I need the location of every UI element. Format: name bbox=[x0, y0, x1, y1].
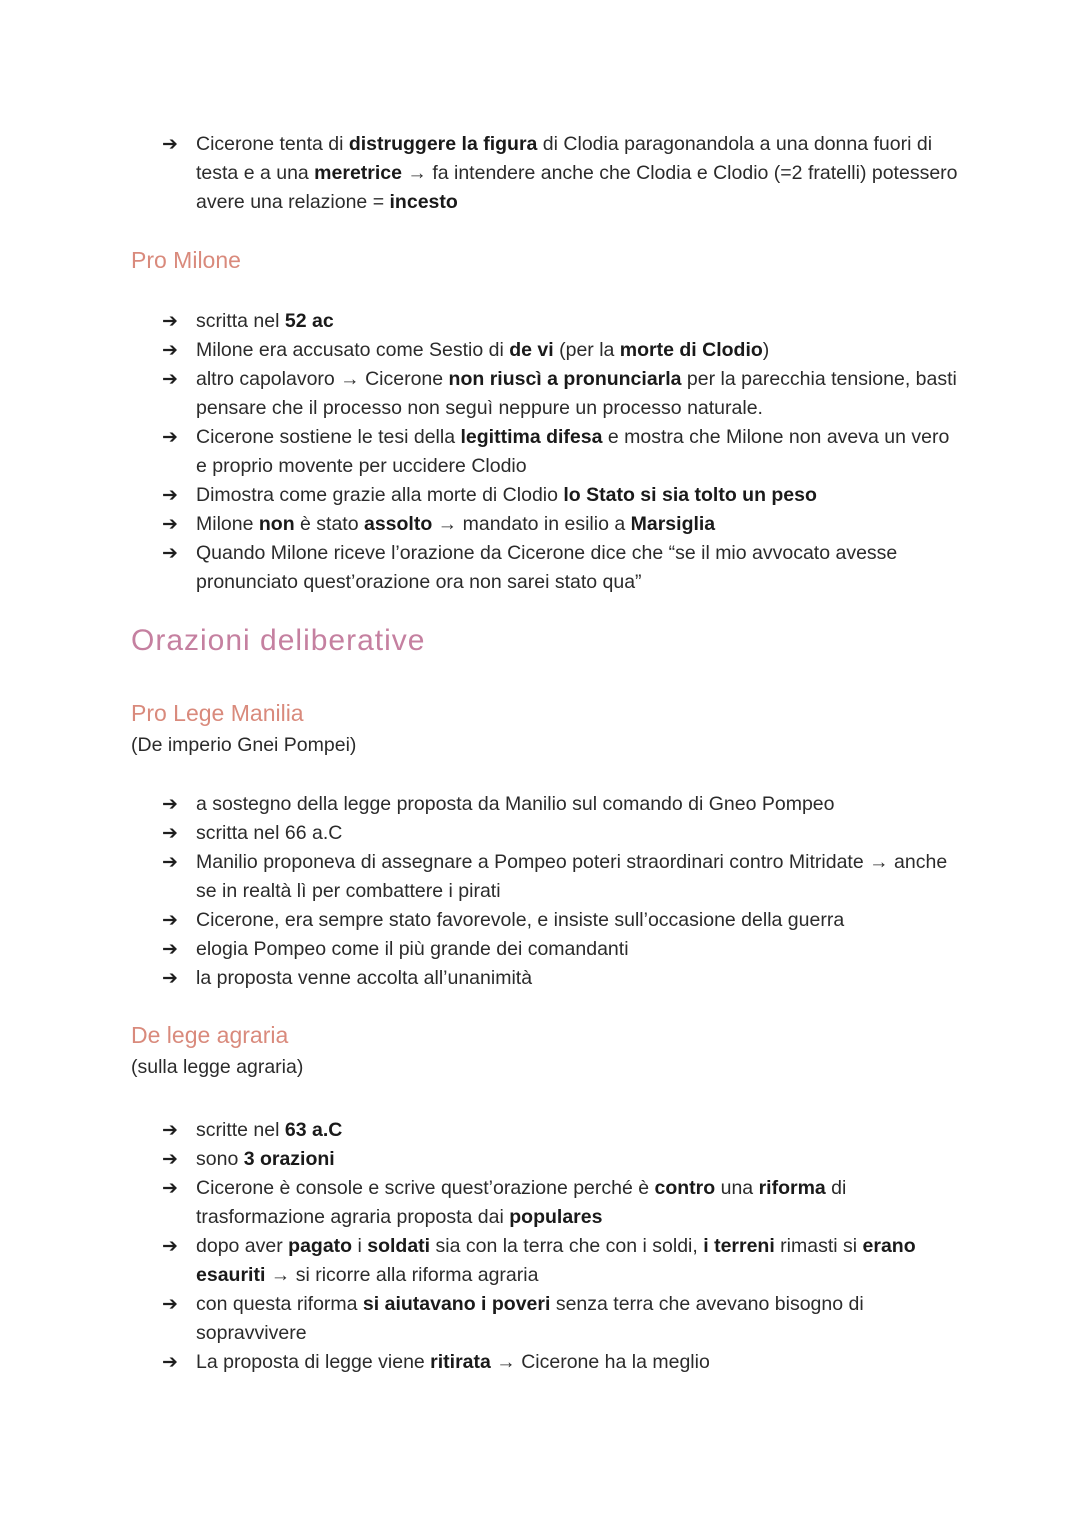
list-item bbox=[162, 130, 962, 217]
text: → Cicerone ha la meglio bbox=[490, 1351, 710, 1373]
list-item bbox=[162, 1116, 962, 1145]
text: i bbox=[352, 1235, 368, 1257]
text: → mandato in esilio a bbox=[432, 513, 631, 535]
list-item bbox=[162, 819, 962, 848]
list-item bbox=[162, 848, 962, 906]
list-item bbox=[162, 336, 962, 365]
pro-lege-manilia-subtitle: (De imperio Gnei Pompei) bbox=[131, 734, 357, 756]
arrow-bullet-icon: ➔ bbox=[162, 427, 178, 448]
text: sono bbox=[196, 1148, 244, 1170]
text: dopo aver bbox=[196, 1235, 289, 1257]
text: scritte nel bbox=[196, 1119, 285, 1141]
arrow-bullet-icon: ➔ bbox=[162, 485, 178, 506]
list-item bbox=[162, 964, 962, 993]
bold-text: 52 ac bbox=[284, 310, 334, 332]
bold-text: lo Stato si sia tolto un peso bbox=[563, 484, 817, 506]
arrow-bullet-icon: ➔ bbox=[162, 852, 178, 873]
bold-text: distruggere la figura bbox=[348, 133, 538, 155]
arrow-bullet-icon: ➔ bbox=[162, 543, 178, 564]
text: (per la bbox=[553, 339, 620, 361]
list-item bbox=[162, 1290, 962, 1348]
arrow-bullet-icon: ➔ bbox=[162, 1236, 178, 1257]
bold-text: Marsiglia bbox=[630, 513, 716, 535]
arrow-bullet-icon: ➔ bbox=[162, 1294, 178, 1315]
arrow-bullet-icon: ➔ bbox=[162, 968, 178, 989]
list-item bbox=[162, 365, 962, 423]
de-lege-agraria-subtitle: (sulla legge agraria) bbox=[131, 1056, 304, 1078]
text: una bbox=[715, 1177, 759, 1199]
text: → si ricorre alla riforma agraria bbox=[265, 1264, 539, 1286]
pro-lege-manilia-list bbox=[162, 790, 962, 993]
clodia-list bbox=[162, 130, 962, 217]
arrow-bullet-icon: ➔ bbox=[162, 369, 178, 390]
orazioni-deliberative-heading: Orazioni deliberative bbox=[131, 624, 426, 657]
text: → fa intendere anche che Clodia e Clodio (=2 fratelli) potessero avere una relazione = bbox=[196, 162, 958, 213]
bold-text: i terreni bbox=[703, 1235, 775, 1257]
list-item bbox=[162, 1348, 962, 1377]
arrow-bullet-icon: ➔ bbox=[162, 1352, 178, 1373]
list-item bbox=[162, 423, 962, 481]
text: di Clodia paragonandola a una donna fuori di testa e a una bbox=[196, 133, 933, 184]
list-item bbox=[162, 1145, 962, 1174]
list-item bbox=[162, 1232, 962, 1290]
text: Milone era accusato come Sestio di bbox=[196, 339, 510, 361]
pro-lege-manilia-heading: Pro Lege Manilia bbox=[131, 700, 304, 726]
bold-text: contro bbox=[654, 1177, 716, 1199]
arrow-bullet-icon: ➔ bbox=[162, 1149, 178, 1170]
pro-milone-list bbox=[162, 307, 962, 597]
arrow-bullet-icon: ➔ bbox=[162, 311, 178, 332]
bold-text: pagato bbox=[288, 1235, 353, 1257]
bold-text: de vi bbox=[509, 339, 554, 361]
list-item bbox=[162, 906, 962, 935]
text: Cicerone sostiene le tesi della bbox=[196, 426, 461, 448]
de-lege-agraria-heading: De lege agraria bbox=[131, 1022, 289, 1048]
text: scritta nel 66 a.C bbox=[196, 822, 343, 844]
text: scritta nel bbox=[196, 310, 285, 332]
list-item bbox=[162, 307, 962, 336]
bold-text: populares bbox=[509, 1206, 603, 1228]
bold-text: incesto bbox=[389, 191, 458, 213]
text: sia con la terra che con i soldi, bbox=[430, 1235, 704, 1257]
text: Dimostra come grazie alla morte di Clodio bbox=[196, 484, 564, 506]
arrow-bullet-icon: ➔ bbox=[162, 1120, 178, 1141]
arrow-bullet-icon: ➔ bbox=[162, 939, 178, 960]
arrow-bullet-icon: ➔ bbox=[162, 823, 178, 844]
text: con questa riforma bbox=[196, 1293, 363, 1315]
bold-text: 3 orazioni bbox=[243, 1148, 335, 1170]
list-item bbox=[162, 510, 962, 539]
de-lege-agraria-list bbox=[162, 1116, 962, 1377]
bold-text: 63 a.C bbox=[284, 1119, 343, 1141]
text: Manilio proponeva di assegnare a Pompeo poteri straordinari contro Mitridate → anche se in realtà lì per combattere i pirati bbox=[196, 851, 948, 902]
list-item bbox=[162, 1174, 962, 1232]
arrow-bullet-icon: ➔ bbox=[162, 794, 178, 815]
list-item bbox=[162, 481, 962, 510]
text: è stato bbox=[294, 513, 364, 535]
arrow-bullet-icon: ➔ bbox=[162, 340, 178, 361]
list-item bbox=[162, 790, 962, 819]
text: per la parecchia tensione, basti pensare che il processo non seguì neppure un processo naturale. bbox=[196, 368, 957, 419]
text: altro capolavoro → Cicerone bbox=[196, 368, 449, 390]
arrow-bullet-icon: ➔ bbox=[162, 514, 178, 535]
text: Cicerone tenta di bbox=[196, 133, 349, 155]
text: rimasti si bbox=[774, 1235, 863, 1257]
arrow-bullet-icon: ➔ bbox=[162, 910, 178, 931]
text: di trasformazione agraria proposta dai bbox=[196, 1177, 847, 1228]
arrow-bullet-icon: ➔ bbox=[162, 1178, 178, 1199]
text: elogia Pompeo come il più grande dei comandanti bbox=[196, 938, 629, 960]
text: senza terra che avevano bisogno di sopravvivere bbox=[196, 1293, 864, 1344]
text: e mostra che Milone non aveva un vero e proprio movente per uccidere Clodio bbox=[196, 426, 950, 477]
text: Quando Milone riceve l’orazione da Cicerone dice che “se il mio avvocato avesse pronunciato quest’orazione ora non sarei stato qua” bbox=[196, 542, 898, 593]
bold-text: non bbox=[258, 513, 295, 535]
text: Cicerone, era sempre stato favorevole, e insiste sull’occasione della guerra bbox=[196, 909, 845, 931]
bold-text: meretrice bbox=[314, 162, 402, 184]
bold-text: riforma bbox=[758, 1177, 826, 1199]
bold-text: si aiutavano i poveri bbox=[362, 1293, 551, 1315]
bold-text: non riuscì a pronunciarla bbox=[448, 368, 682, 390]
bold-text: morte di Clodio bbox=[619, 339, 763, 361]
text: Milone bbox=[196, 513, 259, 535]
bold-text: assolto bbox=[363, 513, 433, 535]
text: ) bbox=[762, 339, 770, 361]
list-item bbox=[162, 935, 962, 964]
bold-text: ritirata bbox=[430, 1351, 491, 1373]
bold-text: legittima difesa bbox=[460, 426, 603, 448]
list-item bbox=[162, 539, 962, 597]
bold-text: soldati bbox=[367, 1235, 431, 1257]
text: a sostegno della legge proposta da Manilio sul comando di Gneo Pompeo bbox=[196, 793, 835, 815]
text: La proposta di legge viene bbox=[196, 1351, 431, 1373]
arrow-bullet-icon: ➔ bbox=[162, 134, 178, 155]
pro-milone-heading: Pro Milone bbox=[131, 247, 241, 273]
text: la proposta venne accolta all’unanimità bbox=[196, 967, 533, 989]
bold-text: erano esauriti bbox=[196, 1235, 916, 1286]
text: Cicerone è console e scrive quest’orazione perché è bbox=[196, 1177, 655, 1199]
